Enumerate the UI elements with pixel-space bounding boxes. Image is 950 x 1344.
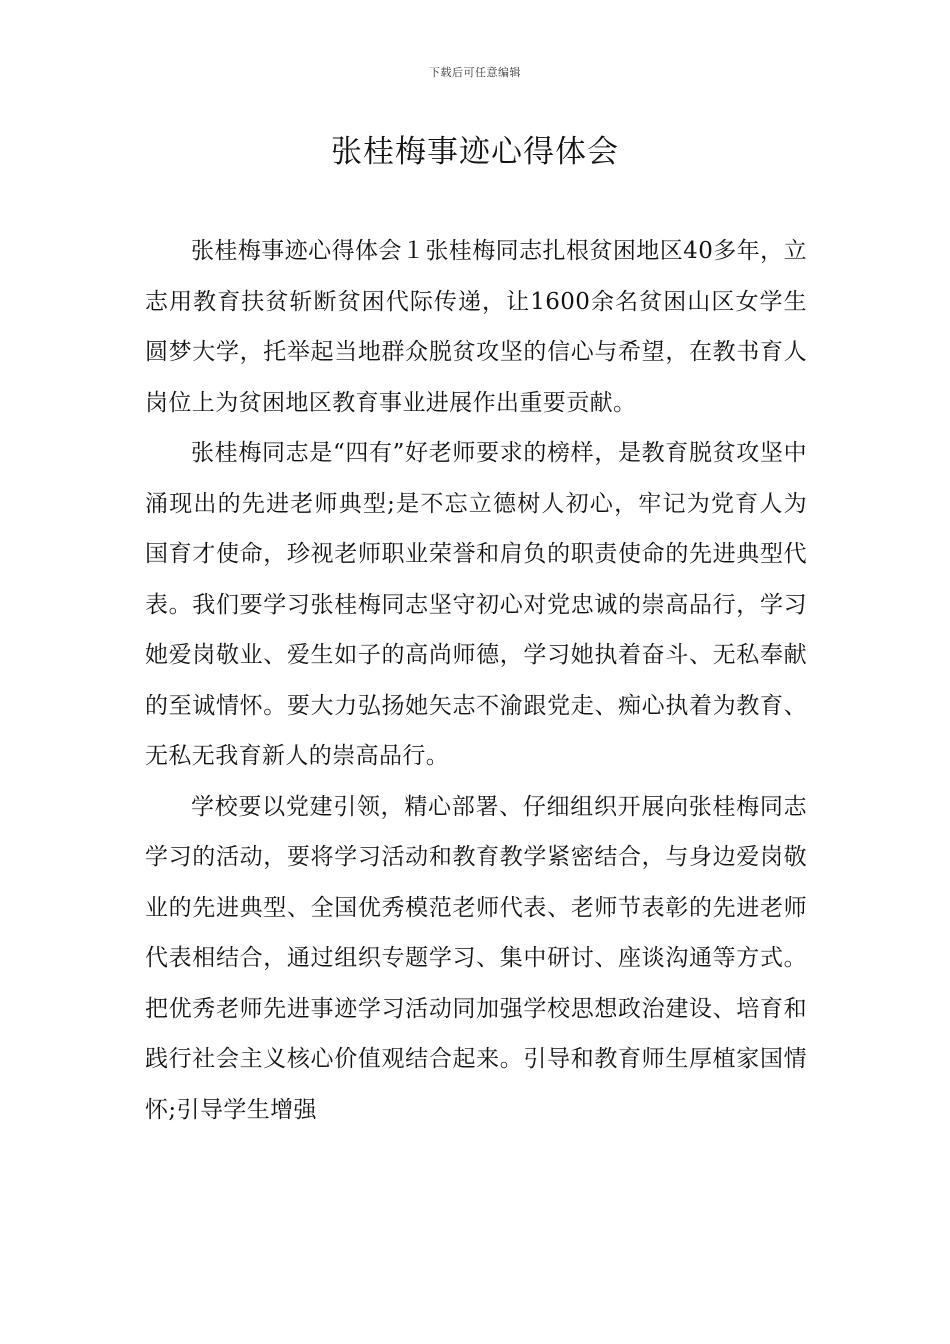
paragraph: 张桂梅同志是“四有”好老师要求的榜样，是教育脱贫攻坚中涌现出的先进老师典型;是不忘立德树人初心，牢记为党育人为国育才使命，珍视老师职业荣誉和肩负的职责使命的先进典型代表。我们要学习张桂梅同志坚守初心对党忠诚的崇高品行，学习她爱岗敬业、爱生如子的高尚师德，学习她执着奋斗、无私奉献的至诚情怀。要大力弘扬她矢志不渝跟党走、痴心执着为教育、无私无我育新人的崇高品行。 (145, 440, 807, 769)
header-note: 下载后可任意编辑 (429, 66, 521, 79)
document-title: 张桂梅事迹心得体会 (331, 134, 619, 170)
paragraph: 张桂梅事迹心得体会１张桂梅同志扎根贫困地区40多年，立志用教育扶贫斩断贫困代际传递，让1600余名贫困山区女学生圆梦大学，托举起当地群众脱贫攻坚的信心与希望，在教书育人岗位上为贫困地区教育事业进展作出重要贡献。 (145, 238, 807, 416)
paragraph: 学校要以党建引领，精心部署、仔细组织开展向张桂梅同志学习的活动，要将学习活动和教育教学紧密结合，与身边爱岗敬业的先进典型、全国优秀模范老师代表、老师节表彰的先进老师代表相结合，通过组织专题学习、集中研讨、座谈沟通等方式。把优秀老师先进事迹学习活动同加强学校思想政治建设、培育和践行社会主义核心价值观结合起来。引导和教育师生厚植家国情怀;引导学生增强 (145, 793, 807, 1123)
document-body (145, 226, 807, 1135)
